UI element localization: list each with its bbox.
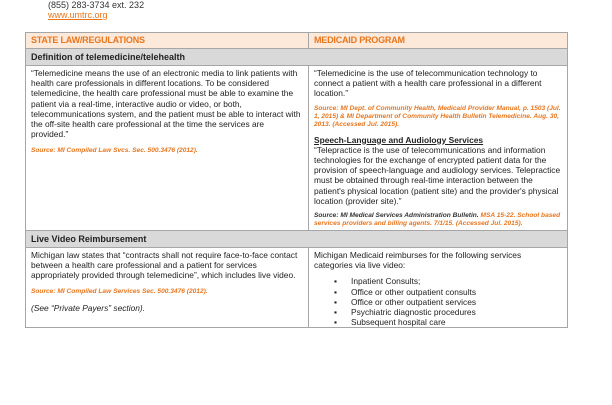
telepractice-definition-text: “Telepractice is the use of telecommunications and information technologies for the exchange of encrypted patient data for the provision of speech-language and audiology services. Telepractice must be obtained through real-time interaction between the patient's physical location (patient site) and the provider's physical location (provider site).” [314, 144, 561, 206]
section-row-live-video [26, 231, 568, 248]
cell-state-live-video [26, 248, 309, 328]
table-row-definition [26, 66, 568, 231]
service-category-list [314, 276, 562, 327]
bullet-icon: ▪ [334, 296, 337, 307]
list-item-label: Office or other outpatient consults [351, 286, 477, 297]
state-definition-source: Source: MI Compiled Law Svcs. Sec. 500.3476 (2012). [31, 147, 198, 155]
list-item [334, 287, 562, 297]
bullet-icon: ▪ [334, 307, 337, 318]
bullet-icon: ▪ [334, 276, 337, 287]
contact-block [48, 0, 612, 22]
telepractice-source-orange: MSA 15-22. School based services providers and billing agents. 7/1/15. (Accessed Jul. 2015). [314, 212, 561, 228]
header-state-law: STATE LAW/REGULATIONS [26, 33, 309, 49]
cell-medicaid-definition [309, 66, 568, 231]
list-item-label: Subsequent hospital care [351, 317, 446, 328]
medicaid-definition-source: Source: MI Dept. of Community Health, Medicaid Provider Manual, p. 1503 (Jul. 1, 2015) & MI Department of Community Health Bulletin Telemedicine. Aug. 30, 2013. (Accessed Jul. 2015). [314, 104, 561, 128]
section-title-definition: Definition of telemedicine/telehealth [26, 49, 568, 66]
medicaid-definition-text: “Telemedicine is the use of telecommunication technology to connect a patient with a health care professional in a different location.” [314, 68, 542, 99]
list-item [334, 276, 562, 286]
state-definition-text: “Telemedicine means the use of an electronic media to link patients with health care professionals in different locations. To be considered telemedicine, the health care professional must be able to examine the patient via a real-time, interactive audio or video, or both, telecommunications system, and the patient must be able to interact with the off-site health care professional at the time the services are provided.” [31, 68, 301, 140]
cell-medicaid-live-video [309, 248, 568, 328]
section-title-live-video: Live Video Reimbursement [26, 231, 568, 248]
list-item-label: Psychiatric diagnostic procedures [351, 307, 476, 318]
telepractice-source-dark: Source: MI Medical Services Administration Bulletin. [314, 212, 479, 220]
state-live-video-text: Michigan law states that “contracts shall not require face-to-face contact between a health care professional and a patient for services appropriately provided through telemedicine”, which includes live video. [31, 250, 298, 281]
bullet-icon: ▪ [334, 286, 337, 297]
state-live-video-source: Source: MI Compiled Law Services Sec. 500.3476 (2012). [31, 287, 208, 295]
bullet-icon: ▪ [334, 317, 337, 328]
website-link[interactable]: www.umtrc.org [48, 10, 108, 20]
table-header-row [26, 33, 568, 49]
header-medicaid-program: MEDICAID PROGRAM [309, 33, 568, 49]
section-row-definition [26, 49, 568, 66]
list-item-label: Inpatient Consults; [351, 276, 421, 287]
cell-state-definition [26, 66, 309, 231]
speech-language-subheading: Speech-Language and Audiology Services [314, 134, 484, 145]
telehealth-policy-table [25, 32, 568, 328]
private-payers-note: (See “Private Payers” section). [31, 302, 146, 313]
list-item [334, 317, 562, 327]
list-item [334, 307, 562, 317]
contact-phone: (855) 283-3734 ext. 232 [48, 0, 145, 10]
list-item [334, 297, 562, 307]
list-item-label: Office or other outpatient services [351, 296, 477, 307]
table-row-live-video [26, 248, 568, 328]
medicaid-live-video-text: Michigan Medicaid reimburses for the following services categories via live video: [314, 250, 522, 271]
telepractice-source [314, 212, 562, 228]
